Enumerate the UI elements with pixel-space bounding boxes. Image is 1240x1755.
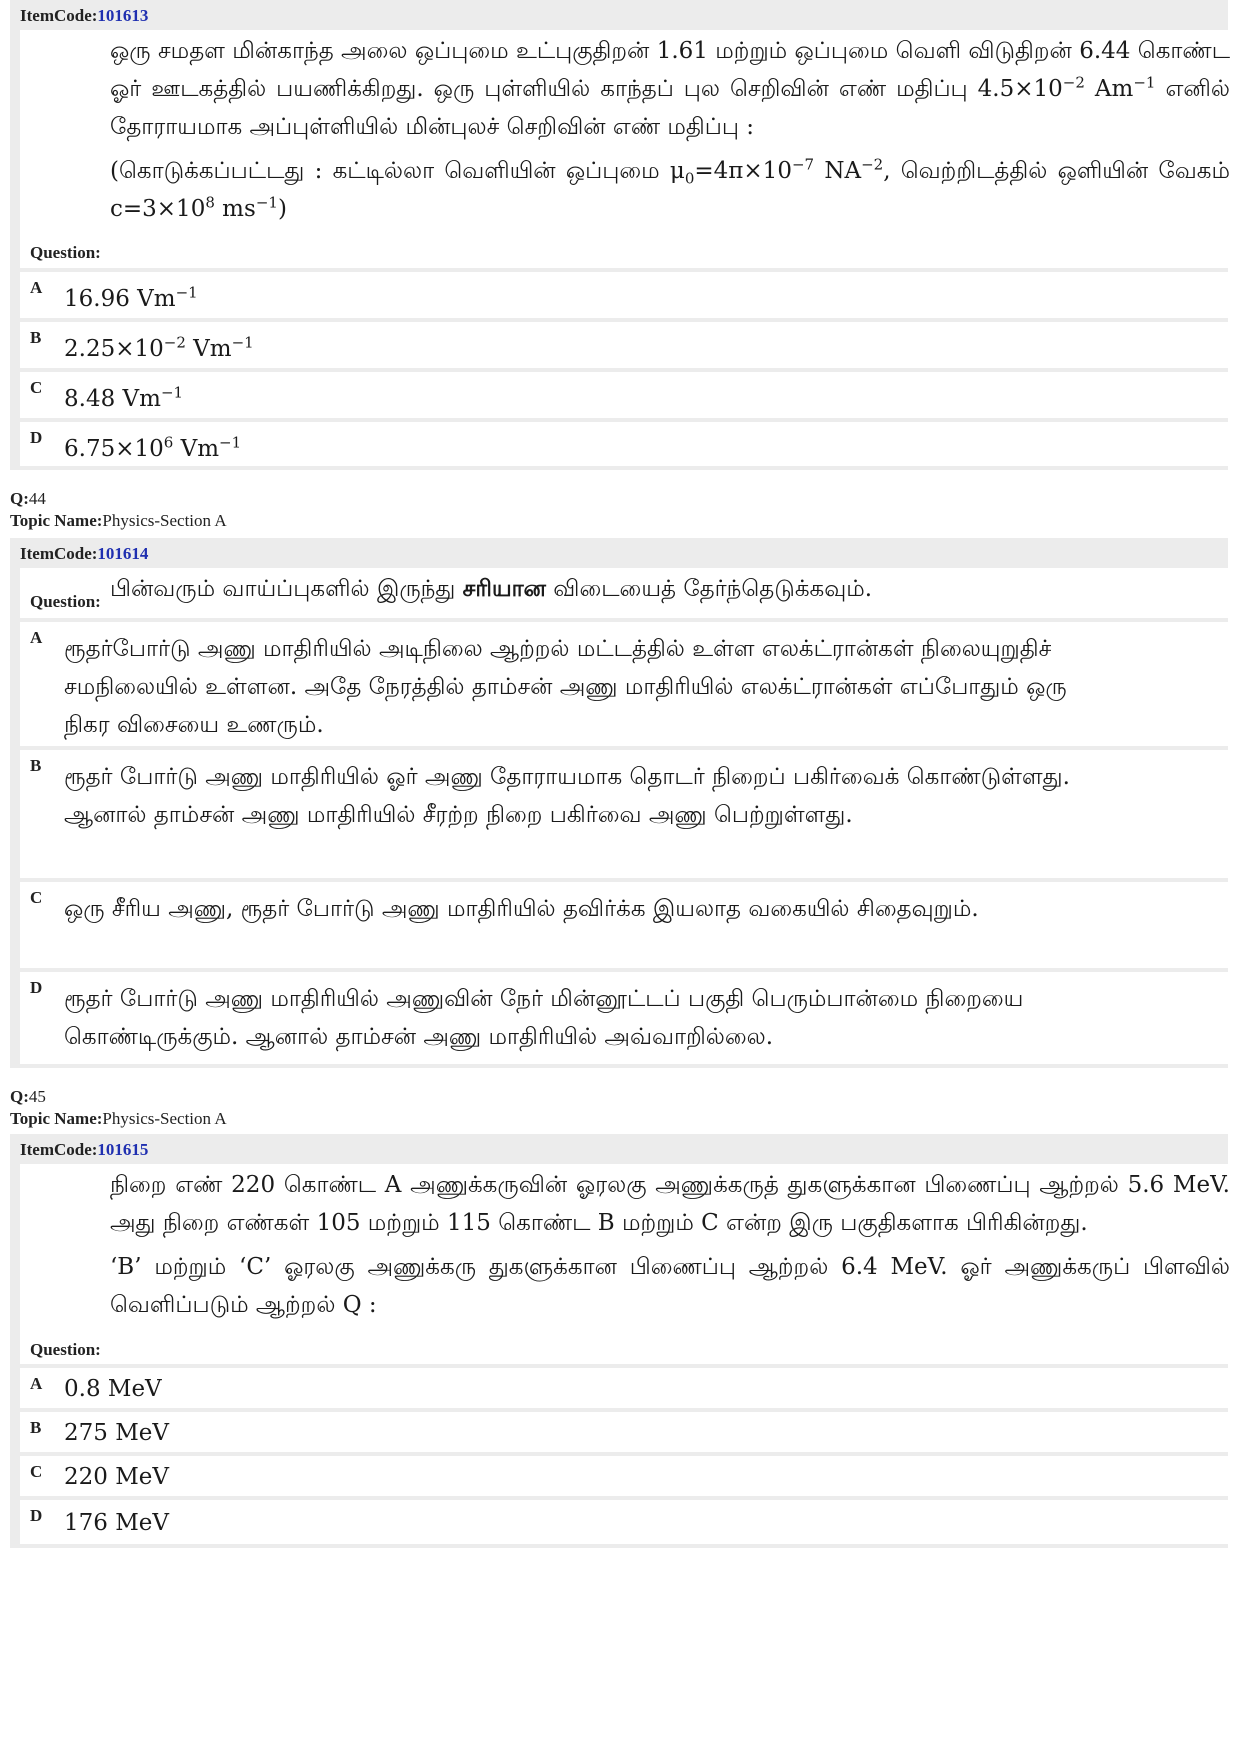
option-text: 220 MeV [64,1464,169,1490]
itemcode-45: ItemCode:101615 [20,1140,149,1159]
question-number-45: Q:45 [10,1087,46,1106]
option-text: 8.48 $Vm^{-1}$ [64,383,184,412]
option-text: 176 MeV [64,1510,169,1536]
option-letter: D [30,428,43,447]
option-b[interactable] [20,750,1234,878]
itemcode-value: 101614 [97,544,149,563]
option-text: 275 MeV [64,1420,169,1446]
question-paragraph: ‘B’ மற்றும் ‘C’ ஓரலகு அணுக்கரு துகளுக்கான பிணைப்பு ஆற்றல் 6.4 MeV. ஓர் அணுக்கருப் பிளவில் வெளிப்படும் ஆற்றல் Q : [110,1254,1230,1318]
topic-name-45: Topic Name:Physics-Section A [10,1109,227,1128]
question-label: Question: [30,1340,101,1359]
option-d[interactable] [20,422,1234,466]
option-text: 0.8 MeV [64,1376,162,1402]
itemcode-43: ItemCode:101613 [20,6,149,25]
itemcode-44: ItemCode:101614 [20,544,149,563]
option-letter: A [30,1374,43,1393]
option-c[interactable] [20,1456,1234,1496]
option-letter: D [30,1506,43,1525]
option-letter: B [30,756,42,775]
question-text [110,570,1230,608]
option-letter: B [30,1418,42,1437]
topic-name-44: Topic Name:Physics-Section A [10,511,227,530]
option-b[interactable] [20,322,1234,368]
question-paragraph: நிறை எண் 220 கொண்ட A அணுக்கருவின் ஓரலகு அணுக்கருத் துகளுக்கான பிணைப்பு ஆற்றல் 5.6 MeV. அது நிறை எண்கள் 105 மற்றும் 115 கொண்ட B மற்றும் C என்ற இரு பகுதிகளாக பிரிகின்றது. [110,1172,1230,1236]
option-text: ரூதர்போர்டு அணு மாதிரியில் அடிநிலை ஆற்றல் மட்டத்தில் உள்ள எலக்ட்ரான்கள் நிலையுறுதிச் சமநிலையில் உள்ளன. அதே நேரத்தில் தாம்சன் அணு மாதிரியில் எலக்ட்ரான்கள் எப்போதும் ஒரு நிகர விசையை உணரும். [64,636,1067,738]
option-letter: A [30,628,43,647]
option-c[interactable] [20,882,1234,968]
option-letter: B [30,328,42,347]
option-text: ஒரு சீரிய அணு, ரூதர் போர்டு அணு மாதிரியில் தவிர்க்க இயலாத வகையில் சிதைவுறும். [64,896,979,922]
question-paragraph: (கொடுக்கப்பட்டது : கட்டில்லா வெளியின் ஒப்புமை $\mu_0=4\pi\times 10^{-7}$ $NA^{-2}$, வெற்றிடத்தில் ஒளியின் வேகம் $c=3\times 10^8$ $ms^{-1}$) [110,155,1230,222]
option-a[interactable] [20,622,1234,746]
option-letter: C [30,378,43,397]
question-label: Question: [30,243,101,262]
question-block-45 [10,1134,1228,1548]
question-block-44 [10,538,1228,1068]
question-number-44: Q:44 [10,489,46,508]
option-letter: D [30,978,43,997]
option-letter: A [30,278,43,297]
option-text: $6.75\times 10^6$ $Vm^{-1}$ [64,433,242,462]
option-letter: C [30,1462,43,1481]
question-text [110,1166,1230,1324]
question-paragraph: ஒரு சமதள மின்காந்த அலை ஒப்புமை உட்புகுதிறன் 1.61 மற்றும் ஒப்புமை வெளி விடுதிறன் 6.44 கொண்ட ஓர் ஊடகத்தில் பயணிக்கிறது. ஒரு புள்ளியில் காந்தப் புல செறிவின் எண் மதிப்பு $4.5\times 10^{-2}$ $Am^{-1}$ எனில் தோராயமாக அப்புள்ளியில் மின்புலச் செறிவின் எண் மதிப்பு : [110,38,1230,140]
question-label: Question: [30,592,101,611]
question-box [20,568,1234,618]
question-paragraph: பின்வரும் வாய்ப்புகளில் இருந்து சரியான விடையைத் தேர்ந்தெடுக்கவும். [110,575,873,602]
option-c[interactable] [20,372,1234,418]
option-text: ரூதர் போர்டு அணு மாதிரியில் அணுவின் நேர் மின்னூட்டப் பகுதி பெரும்பான்மை நிறையை கொண்டிருக்கும். ஆனால் தாம்சன் அணு மாதிரியில் அவ்வாறில்லை. [64,986,1024,1050]
option-text: $2.25\times 10^{-2}$ $Vm^{-1}$ [64,333,254,362]
itemcode-value: 101615 [97,1140,149,1159]
option-d[interactable] [20,972,1234,1064]
question-box [20,1164,1234,1364]
option-letter: C [30,888,43,907]
option-a[interactable] [20,272,1234,318]
itemcode-value: 101613 [97,6,149,25]
option-a[interactable] [20,1368,1234,1408]
option-d[interactable] [20,1500,1234,1544]
option-text: ரூதர் போர்டு அணு மாதிரியில் ஓர் அணு தோராயமாக தொடர் நிறைப் பகிர்வைக் கொண்டுள்ளது. ஆனால் தாம்சன் அணு மாதிரியில் சீரற்ற நிறை பகிர்வை அணு பெற்றுள்ளது. [64,764,1070,828]
question-block-43 [10,0,1228,470]
option-text: 16.96 $Vm^{-1}$ [64,283,198,312]
question-box [20,30,1234,268]
question-text [110,32,1230,228]
option-b[interactable] [20,1412,1234,1452]
